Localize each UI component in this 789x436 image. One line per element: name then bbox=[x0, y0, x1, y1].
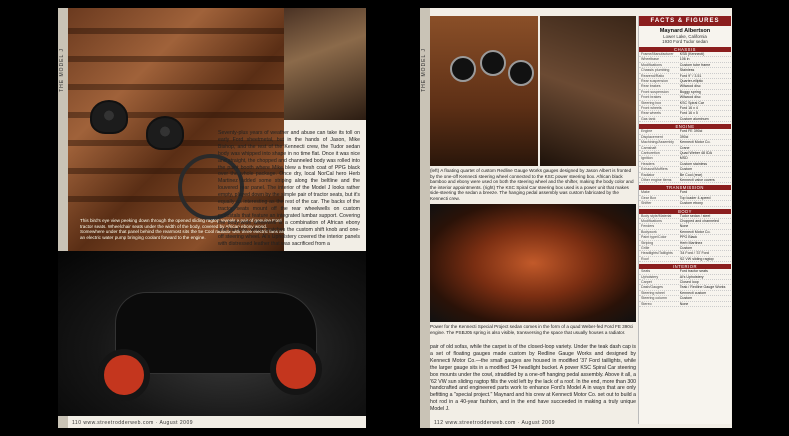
facts-value: 390ci bbox=[679, 134, 689, 139]
facts-key: Shifter bbox=[641, 201, 652, 206]
facts-key: Paint type/Color bbox=[641, 235, 667, 240]
gauge-icon bbox=[450, 56, 476, 82]
facts-key: Grille bbox=[641, 246, 650, 250]
facts-value: Quad Weber 48 IDA bbox=[679, 150, 713, 155]
facts-key: Displacement bbox=[641, 134, 663, 139]
facts-key: Gear Box bbox=[641, 195, 657, 200]
facts-value: Buggy spring bbox=[679, 89, 701, 94]
section-tab-label: THE MODEL J bbox=[59, 48, 65, 92]
facts-key: Other engine items bbox=[641, 177, 672, 182]
facts-value: Wilwood disc bbox=[679, 84, 701, 89]
facts-value: Wilwood disc bbox=[679, 95, 701, 100]
front-wheel bbox=[98, 349, 150, 401]
facts-key: Headers bbox=[641, 161, 655, 166]
facts-key: Chassis plumbing bbox=[641, 68, 670, 73]
facts-key: Gas tank bbox=[641, 116, 656, 121]
facts-key: Carpet bbox=[641, 280, 652, 285]
facts-key: Headlights/Taillights bbox=[641, 251, 673, 256]
facts-key: Dash/Gauges bbox=[641, 285, 663, 290]
facts-value: '34 Ford / '37 Ford bbox=[679, 251, 709, 256]
facts-key: Carburetion bbox=[641, 150, 660, 155]
facts-value: Be Cool (rear) bbox=[679, 172, 703, 177]
facts-section-title: ENGINE bbox=[639, 124, 731, 129]
page-footer: 112 www.streetrodderweb.com · August 2009 bbox=[434, 420, 556, 426]
facts-value: Custom aluminum bbox=[679, 116, 709, 121]
facts-key: Wheelbase bbox=[641, 57, 659, 62]
interior-caption: This bird's eye view peeking down through the opened sliding ragtop reveals a pair of genuine Ford tractor seats. Wheelchair seats under the width of the body, covered by African ebony wood. Somewhere under that panel behind the rearmost sits the 5e Cool radiator with three electric fans and an electric water pump bringing coolant forward to the engine. bbox=[80, 218, 287, 240]
facts-row bbox=[639, 201, 731, 206]
facts-key: Bodywork bbox=[641, 229, 657, 234]
engine-photo bbox=[430, 204, 636, 322]
facts-key: Machining/Assembly bbox=[641, 140, 674, 145]
facts-value: Ford bbox=[679, 190, 688, 195]
facts-value: Custom bbox=[679, 296, 693, 301]
right-page bbox=[420, 8, 732, 428]
facts-key: Frame/Manufacturer bbox=[641, 52, 674, 56]
gauge-icon bbox=[508, 60, 534, 86]
dash-caption: (left) A floating quartet of custom Redline Gauge Works gauges designed by Jason Albert is fronted by the one-off Kennecti steering wheel connected to the KSC power steering box. African black bamboo and ebony were used on both the steering wheel and the shifter, making the body color and the interior appointments. (right) The KSC Spiral Car steering box used is a power unit that makes side-steering the sedan a breeze. The hanging pedal assembly was custom fabricated by the Kennecti crew. bbox=[430, 168, 634, 201]
engine-caption: Power for the Kennecti Special Project sedan comes in the form of a quad Weber-fed Ford FE 390ci engine. The PSBJ05 spring is also visible, transversing the space that usually houses a radiator. bbox=[430, 324, 634, 335]
pedal-assembly-photo bbox=[540, 16, 636, 166]
facts-key: Steering box bbox=[641, 100, 662, 105]
owner-name: Maynard Albertson bbox=[659, 28, 711, 34]
facts-key: Modifications bbox=[641, 218, 662, 223]
facts-key: Rearend/Ratio bbox=[641, 73, 665, 78]
facts-value: Custom bbox=[679, 246, 693, 250]
body-text: Seventy-plus years of weather and abuse can take its toll on early Ford sheetmetal, but in the hands of Jason, Mike Bishop, and the rest of the Kennecti crew, the Tudor sedan body was whipped into shape in no time flat. Once it was nice and straight, the chopped and channeled body was rolled into the paint booth where Mike blew a fresh coat of PPG black over the whole package. Once dry, local NorCal hero Herb Martinez added some striping along the beltline and the louvered rear panel. The interior of the Model J looks rather empty, played down by the simple pair of tractor seats, but it's equally as interesting as the rest of the car. The backs of the tractor seats mount off the rear wheelwells on custom pedestals that feature an integrated lumbar support. Covering the body-wide wheelwell is a combination of African ebony and bamboo, which matches the custom shift knob and one-off steering wheel. Al's Upholstery covered the interior panels with distressed leather that was sacrificed from a bbox=[218, 130, 360, 247]
section-tab-label: THE MODEL J bbox=[421, 48, 427, 92]
facts-key: Rear suspension bbox=[641, 79, 668, 84]
facts-key: Roof bbox=[641, 256, 649, 261]
facts-key: Front wheels bbox=[641, 106, 662, 111]
car-description: 1930 Ford Tudor sedan bbox=[662, 39, 708, 44]
facts-value: Ford 9" / 3.51 bbox=[679, 73, 702, 78]
facts-value: Al's Upholstery bbox=[679, 274, 704, 279]
facts-value: None bbox=[679, 301, 689, 306]
facts-value: Custom stainless bbox=[679, 161, 708, 166]
facts-value: Crane bbox=[679, 145, 690, 150]
facts-sidebar bbox=[638, 16, 731, 424]
facts-value: Kennecti custom bbox=[679, 290, 707, 295]
tractor-seat-left bbox=[90, 100, 128, 134]
facts-key: Steering wheel bbox=[641, 290, 665, 295]
facts-row bbox=[639, 117, 731, 122]
facts-value: Ford 16 x 4 bbox=[679, 106, 698, 111]
facts-key: Fenders bbox=[641, 224, 655, 229]
owner-location: Lower Lake, California bbox=[663, 34, 707, 39]
facts-key: Stereo bbox=[641, 301, 652, 306]
facts-value: Tudor sedan / steel bbox=[679, 213, 711, 218]
facts-value: Custom bbox=[679, 167, 693, 172]
tractor-seat-right bbox=[146, 116, 184, 150]
facts-value: Kennecti valve covers bbox=[679, 177, 715, 182]
facts-key: Engine bbox=[641, 129, 653, 134]
facts-key: Steering column bbox=[641, 296, 667, 301]
facts-key: Front brakes bbox=[641, 95, 662, 100]
facts-row bbox=[639, 178, 731, 183]
facts-key: Seats bbox=[641, 269, 651, 274]
left-page bbox=[58, 8, 366, 428]
facts-value: None bbox=[679, 224, 689, 229]
dash-photo bbox=[430, 16, 538, 166]
section-tab bbox=[420, 8, 430, 428]
facts-section-title: TRANSMISSION bbox=[639, 185, 731, 190]
facts-section-title: INTERIOR bbox=[639, 264, 731, 269]
facts-key: Upholstery bbox=[641, 274, 659, 279]
facts-value: PPG Black bbox=[679, 235, 698, 240]
facts-value: Kennecti Motor Co. bbox=[679, 229, 711, 234]
facts-value: Closed loop bbox=[679, 280, 699, 285]
body-text: pair of old sofas, while the carpet is of the closed-loop variety. Under the teak dash cap is a set of floating gauges made custom by Redline Gauge Works and designed by Kennecti Motor Co.—the small gauges are housed in modified '37 Ford taillights, while the larger gauge sits in a modified '34 headlight bucket. A power KSC Spiral Car steering box mounts under the cowl, straddled by a one-off hanging pedal assembly. Above it all, a '62 VW sun sliding ragtop fills the void left by the lack of a roof. In the end, more than 300 handcrafted and engineered parts work to enhance Ford's Model A in ways that are only befitting a "special project." Maynard and his crew at Kennecti Motor Co. set out to build a hot rod in a 40-year fashion, and in the end have succeeded in making a truly unique Model J. bbox=[430, 344, 636, 413]
facts-key: Radiator bbox=[641, 172, 655, 177]
facts-value: Custom tube frame bbox=[679, 62, 711, 67]
facts-value: Herb Martinez bbox=[679, 240, 703, 245]
rear-wheel bbox=[270, 343, 322, 395]
facts-key: Striping bbox=[641, 240, 654, 245]
facts-section-title: CHASSIS bbox=[639, 47, 731, 52]
facts-key: Ignition bbox=[641, 156, 653, 161]
gauge-icon bbox=[480, 50, 506, 76]
facts-section-title: BODY bbox=[639, 209, 731, 214]
facts-key: Body style/Material bbox=[641, 213, 672, 218]
car-photo bbox=[58, 251, 366, 416]
facts-row bbox=[639, 302, 731, 307]
facts-value: 106 in bbox=[679, 57, 690, 62]
facts-value: KSB (Kennecti) bbox=[679, 52, 705, 56]
owner-block bbox=[639, 26, 731, 45]
facts-sections bbox=[639, 47, 731, 307]
facts-key: Camshaft bbox=[641, 145, 657, 150]
pedal-photo bbox=[284, 8, 366, 120]
facts-value: Chopped and channeled bbox=[679, 218, 719, 223]
facts-key: Rear wheels bbox=[641, 111, 661, 116]
facts-value: KSC Spiral Car bbox=[679, 100, 705, 105]
facts-value: Kennecti Motor Co. bbox=[679, 140, 711, 145]
page-footer: 110 www.streetrodderweb.com · August 2009 bbox=[72, 420, 194, 426]
facts-value: Custom ebony bbox=[679, 201, 703, 206]
facts-key: Modifications bbox=[641, 62, 662, 67]
facts-key: Exhaust/Mufflers bbox=[641, 167, 668, 172]
facts-value: Top loader 4-speed bbox=[679, 195, 711, 200]
facts-value: '62 VW sliding ragtop bbox=[679, 256, 714, 261]
facts-key: Rear brakes bbox=[641, 84, 661, 89]
facts-value: Stainless bbox=[679, 68, 695, 73]
facts-value: Ford tractor seats bbox=[679, 269, 708, 274]
facts-title: FACTS & FIGURES bbox=[639, 16, 731, 26]
facts-row bbox=[639, 257, 731, 262]
facts-value: Ford FE 390ci bbox=[679, 129, 703, 134]
facts-key: Make bbox=[641, 190, 650, 195]
facts-value: MSD bbox=[679, 156, 688, 161]
facts-value: Ford 16 x 5 bbox=[679, 111, 698, 116]
facts-value: Quarter-elliptic bbox=[679, 79, 704, 84]
facts-key: Front suspension bbox=[641, 89, 669, 94]
facts-value: Teak / Redline Gauge Works bbox=[679, 285, 726, 290]
